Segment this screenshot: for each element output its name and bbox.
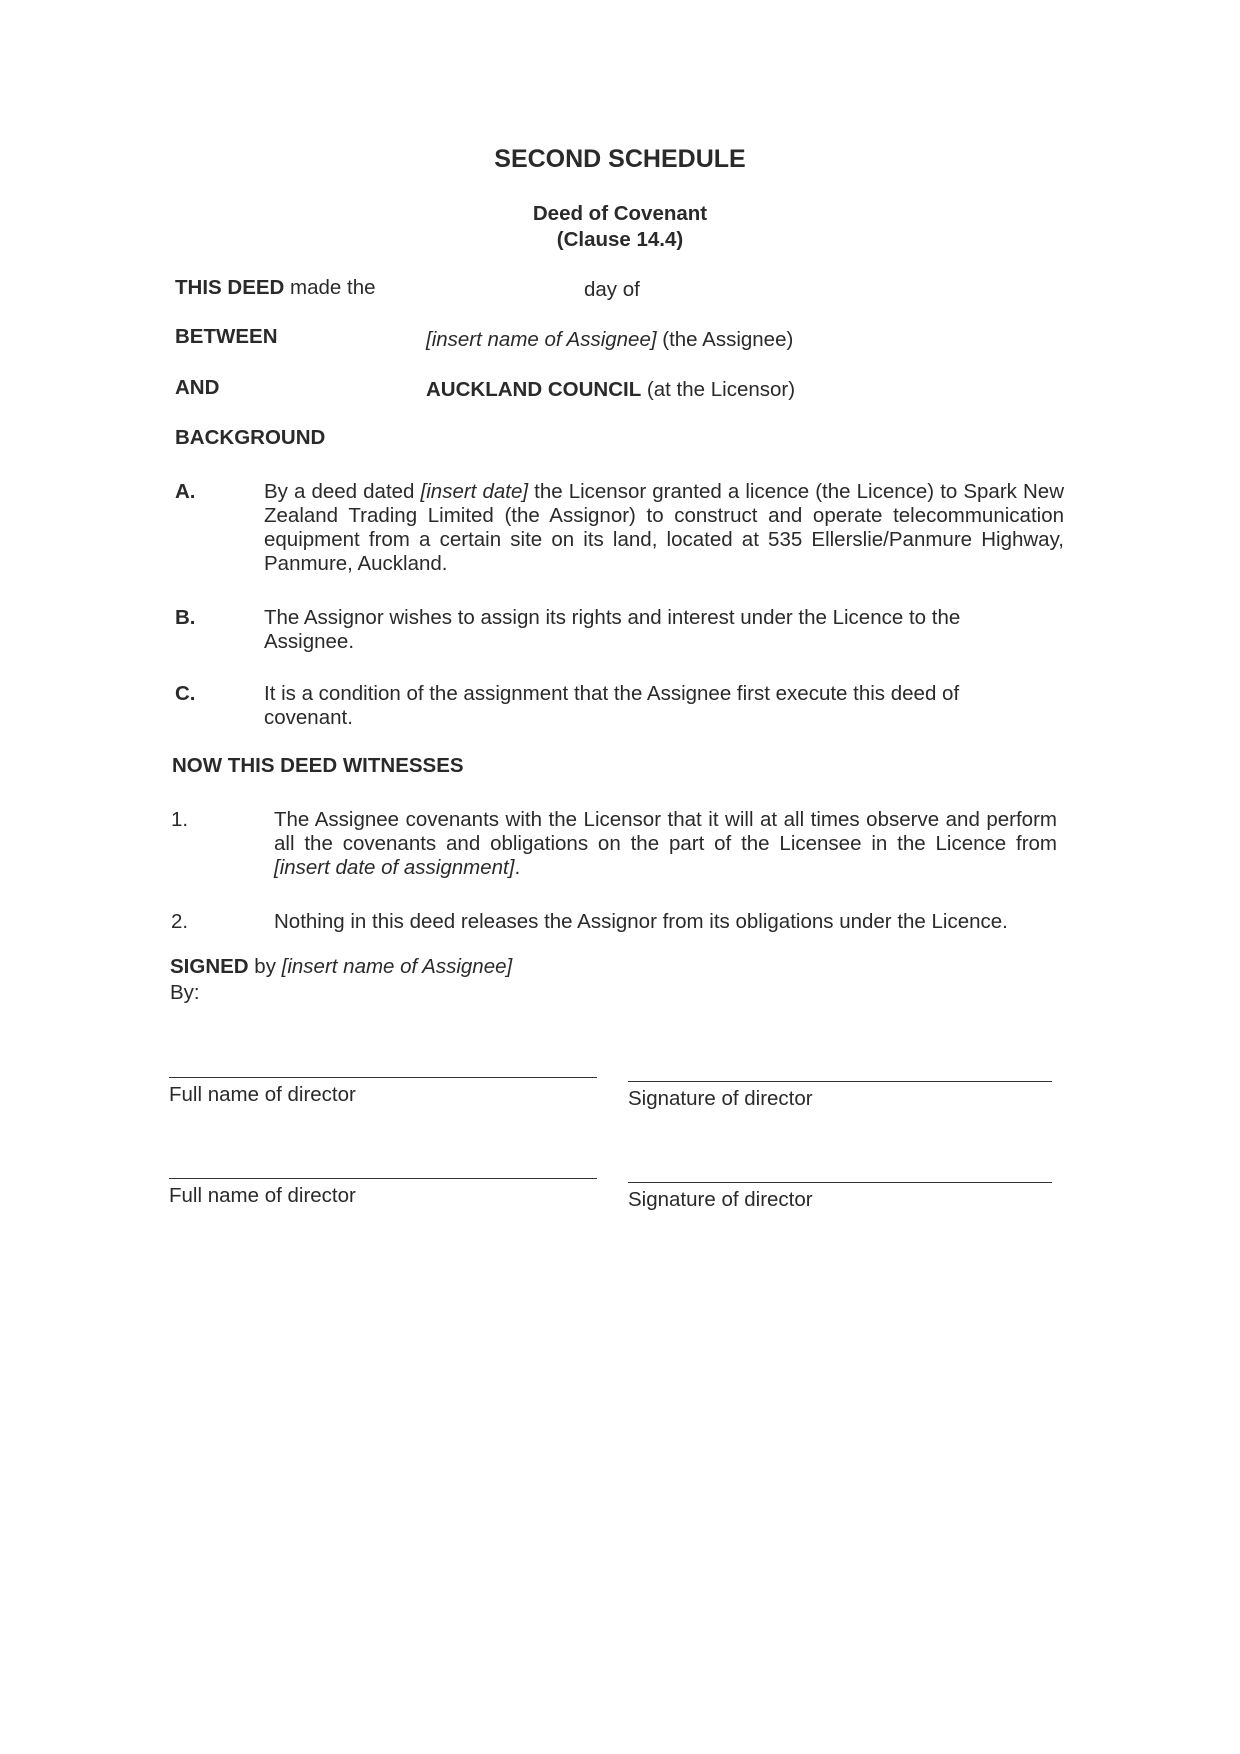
full-name-line-2 <box>169 1178 597 1179</box>
witness-item-1 <box>274 808 1057 880</box>
background-heading: BACKGROUND <box>175 426 326 449</box>
item-label: 1. <box>171 808 189 831</box>
item-text: . <box>514 856 521 879</box>
signature-label-1: Signature of director <box>628 1087 813 1110</box>
assignee-role: (the Assignee) <box>656 328 794 351</box>
item-label: C. <box>175 682 196 705</box>
clause-reference: (Clause 14.4) <box>556 228 684 251</box>
by-label: By: <box>170 981 200 1004</box>
date-placeholder: [insert date] <box>420 480 529 503</box>
item-label: 2. <box>171 910 189 933</box>
assignee-placeholder: [insert name of Assignee] <box>281 955 513 978</box>
item-label: A. <box>175 480 196 503</box>
and-label: AND <box>175 376 220 399</box>
page-title: SECOND SCHEDULE <box>494 145 746 173</box>
background-item-a <box>264 480 1064 576</box>
between-party <box>426 328 793 352</box>
signature-line-1 <box>628 1081 1052 1082</box>
day-of-text: day of <box>584 278 640 301</box>
witness-item-2: Nothing in this deed releases the Assignor from its obligations under the Licence. <box>274 910 1008 933</box>
licensor-role: (at the Licensor) <box>641 378 796 401</box>
item-text: the Licensor granted a licence (the Licence) to Spark New Zealand Trading Limited (the Assignor) to construct and operate telecommunication equipment from a certain site on its land, located at 535 Ellerslie/Panmure Highway, Panmure, Auckland. <box>264 480 1064 575</box>
item-text: The Assignee covenants with the Licensor that it will at all times observe and perform all the covenants and obligations on the part of the Licensee in the Licence from <box>274 808 1057 855</box>
item-label: B. <box>175 606 196 629</box>
signed-by-line <box>170 955 512 979</box>
full-name-label-2: Full name of director <box>169 1184 356 1207</box>
licensor-name: AUCKLAND COUNCIL <box>426 378 642 401</box>
this-deed-label: THIS DEED <box>175 276 285 299</box>
subtitle: Deed of Covenant <box>532 202 708 225</box>
between-label: BETWEEN <box>175 325 278 348</box>
item-text: By a deed dated <box>264 480 421 503</box>
full-name-line-1 <box>169 1077 597 1078</box>
by-text: by <box>248 955 282 978</box>
signed-label: SIGNED <box>170 955 249 978</box>
background-item-c: It is a condition of the assignment that the Assignee first execute this deed of covenant. <box>264 682 960 729</box>
assignment-date-placeholder: [insert date of assignment] <box>274 856 515 879</box>
full-name-label-1: Full name of director <box>169 1083 356 1106</box>
assignee-placeholder: [insert name of Assignee] <box>426 328 657 351</box>
witnesses-heading: NOW THIS DEED WITNESSES <box>172 754 464 777</box>
background-item-b: The Assignor wishes to assign its rights and interest under the Licence to the Assignee. <box>264 606 961 653</box>
signature-line-2 <box>628 1182 1052 1183</box>
made-the-text: made the <box>284 276 376 299</box>
this-deed-line <box>175 276 376 300</box>
and-party <box>426 378 795 402</box>
signature-label-2: Signature of director <box>628 1188 813 1211</box>
